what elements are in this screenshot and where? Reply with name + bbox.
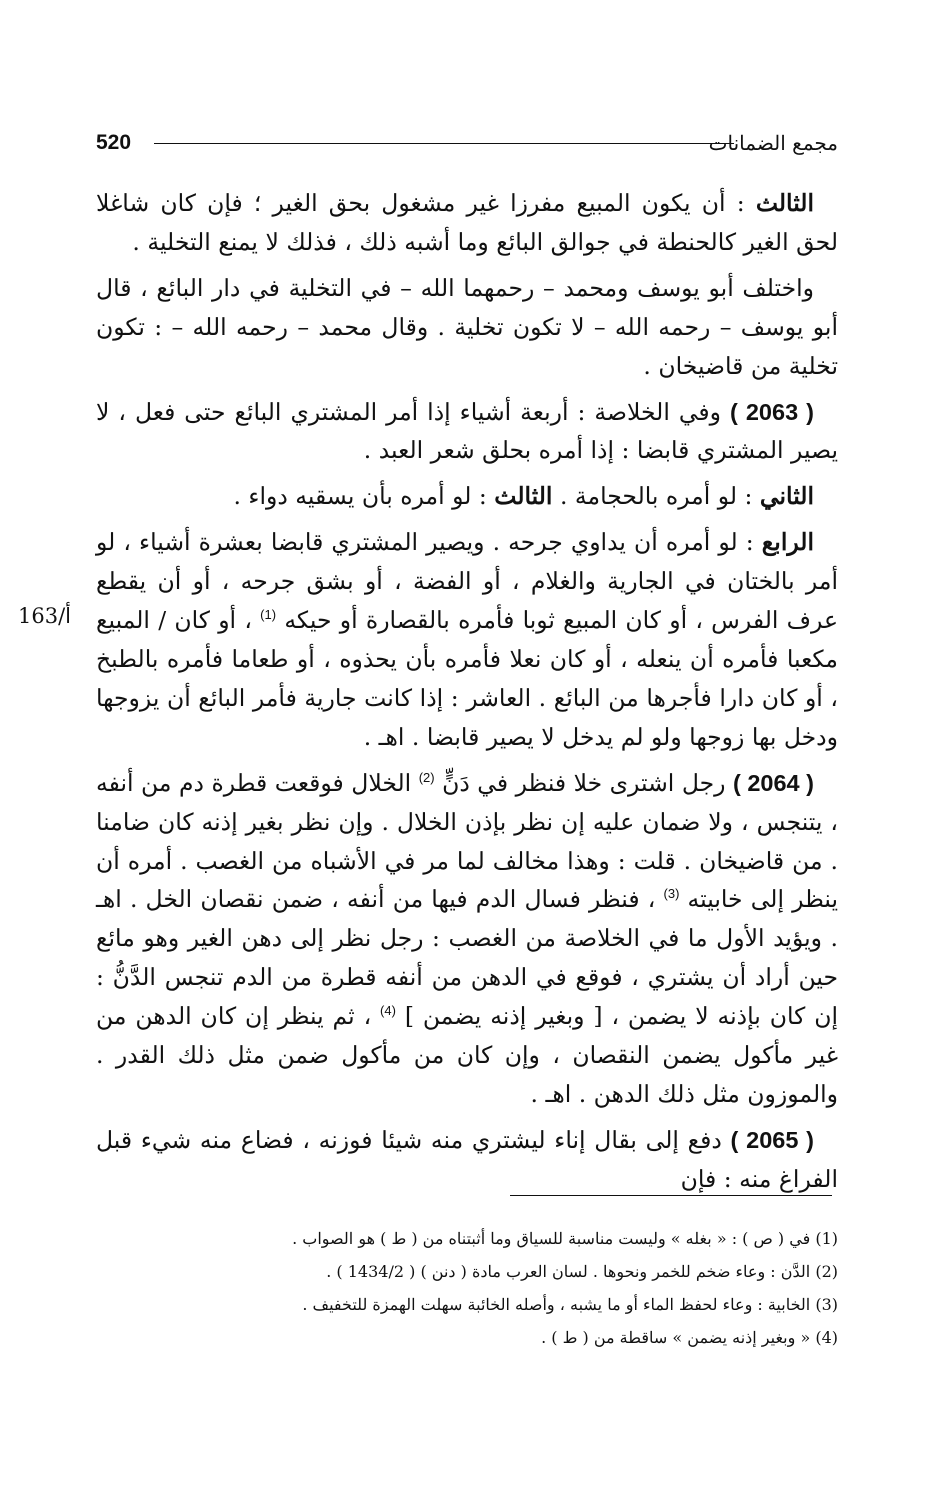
- footnote-3: (3) الخابية : وعاء لحفظ الماء أو ما يشبه ، وأصله الخائبة سهلت الهمزة للتخفيف .: [302, 1295, 838, 1314]
- issue-number: ( 2065 ): [730, 1126, 814, 1153]
- footnote-2: (2) الدَّن : وعاء ضخم للخمر ونحوها . لسان العرب مادة ( دنن ) ( 1434/2 ) .: [326, 1262, 838, 1281]
- paragraph-text: رجل اشترى خلا فنظر في دَنٍّ: [442, 768, 733, 797]
- paragraph-text: دفع إلى بقال إناء ليشتري منه شيئا فوزنه ، فضاع منه شيء قبل الفراغ منه : فإن: [96, 1125, 838, 1193]
- section-label: الثاني: [759, 482, 814, 511]
- page-number: 520: [96, 131, 132, 154]
- section-label: الرابع: [761, 528, 814, 557]
- section-label: الثالث: [494, 482, 553, 511]
- footnote-separator: [510, 1195, 832, 1196]
- footnote-4: (4) « وبغير إذنه يضمن » ساقطة من ( ط ) .: [541, 1328, 838, 1347]
- paragraph-text: : أن يكون المبيع مفرزا غير مشغول بحق الغير ؛ فإن كان شاغلا لحق الغير كالحنطة في جوالق البائع وما أشبه ذلك ، فذلك لا يمنع التخلية .: [96, 189, 838, 256]
- footnote-ref[interactable]: (1): [260, 607, 277, 623]
- manuscript-folio-marker: 163/أ: [18, 604, 72, 628]
- paragraph-text: الخلال فوقعت قطرة دم من أنفه ، يتنجس ، ولا ضمان عليه إن نظر بإذن الخلال . وإن نظر بغير إذنه كان ضامنا . من قاضيخان . قلت : وهذا مخالف لما مر في الأشباه من الغصب . أمره أن ينظر إلى خابيته: [96, 768, 838, 914]
- issue-number: ( 2064 ): [732, 769, 814, 796]
- paragraph-text: : لو أمره أن يداوي جرحه . ويصير المشتري قابضا بعشرة أشياء ، لو أمر بالختان في الجارية والغلام ، أو الفضة ، أو بشق جرحه ، أو أن يقطع عرف الفرس ، أو كان المبيع ثوبا فأمره بالقصارة أو حيكه: [96, 528, 838, 635]
- book-title: مجمع الضمانات: [708, 131, 838, 155]
- running-header: [96, 128, 838, 162]
- footnote-ref[interactable]: (2): [418, 769, 435, 785]
- paragraph-disagreement: [96, 269, 838, 386]
- header-rule: [154, 143, 734, 144]
- issue-number: ( 2063 ): [729, 398, 815, 425]
- paragraph-second-third: [96, 477, 838, 516]
- paragraph-third-condition: [96, 184, 838, 262]
- paragraph-2064: [96, 764, 838, 1114]
- paragraph-text: ، ثم ينظر إن كان الدهن من غير مأكول يضمن النقصان ، وإن كان من مأكول ضمن مثل ذلك القدر . والموزون مثل ذلك الدهن . اهـ .: [96, 1002, 838, 1108]
- paragraph-text: ، أو كان / المبيع مكعبا فأمره أن ينعله ، أو كان نعلا فأمره بأن يحذوه ، أو طعاما فأمره بالطبخ ، أو كان دارا فأجرها من البائع . العاشر : إذا كانت جارية فأمر البائع أن يزوجها ودخل بها زوجها ولو لم يدخل لا يصير قابضا . اهـ .: [96, 606, 838, 751]
- paragraph-text: : لو أمره بأن يسقيه دواء .: [233, 482, 495, 511]
- main-text: [96, 184, 838, 1206]
- footnotes: [96, 1222, 838, 1354]
- paragraph-text: : لو أمره بالحجامة .: [552, 482, 760, 511]
- paragraph-2063: [96, 393, 838, 471]
- paragraph-text: وفي الخلاصة : أربعة أشياء إذا أمر المشتري البائع حتى فعل ، لا يصير المشتري قابضا : إذا أمره بحلق شعر العبد .: [96, 397, 838, 465]
- paragraph-text: واختلف أبو يوسف ومحمد – رحمهما الله – في التخلية في دار البائع ، قال أبو يوسف – رحمه الله – لا تكون تخلية . وقال محمد – رحمه الله – : تكون تخلية من قاضيخان .: [96, 273, 838, 380]
- section-label: الثالث: [755, 189, 814, 217]
- footnote-ref[interactable]: (4): [380, 1003, 396, 1019]
- footnote-1: (1) في ( ص ) : « بغله » وليست مناسبة للسياق وما أثبتناه من ( ط ) هو الصواب .: [292, 1229, 838, 1248]
- paragraph-fourth: [96, 523, 838, 756]
- paragraph-text: ، فنظر فسال الدم فيها من أنفه ، ضمن نقصان الخل . اهـ . ويؤيد الأول ما في الخلاصة من الغصب : رجل نظر إلى دهن الغير وهو مائع حين أراد أن يشتري ، فوقع في الدهن من أنفه قطرة من الدم تنجس الدَّنُّ : إن كان بإذنه لا يضمن ، [ وبغير إذنه يضمن ]: [96, 885, 838, 1031]
- footnote-ref[interactable]: (3): [663, 886, 680, 902]
- paragraph-2065: [96, 1121, 838, 1199]
